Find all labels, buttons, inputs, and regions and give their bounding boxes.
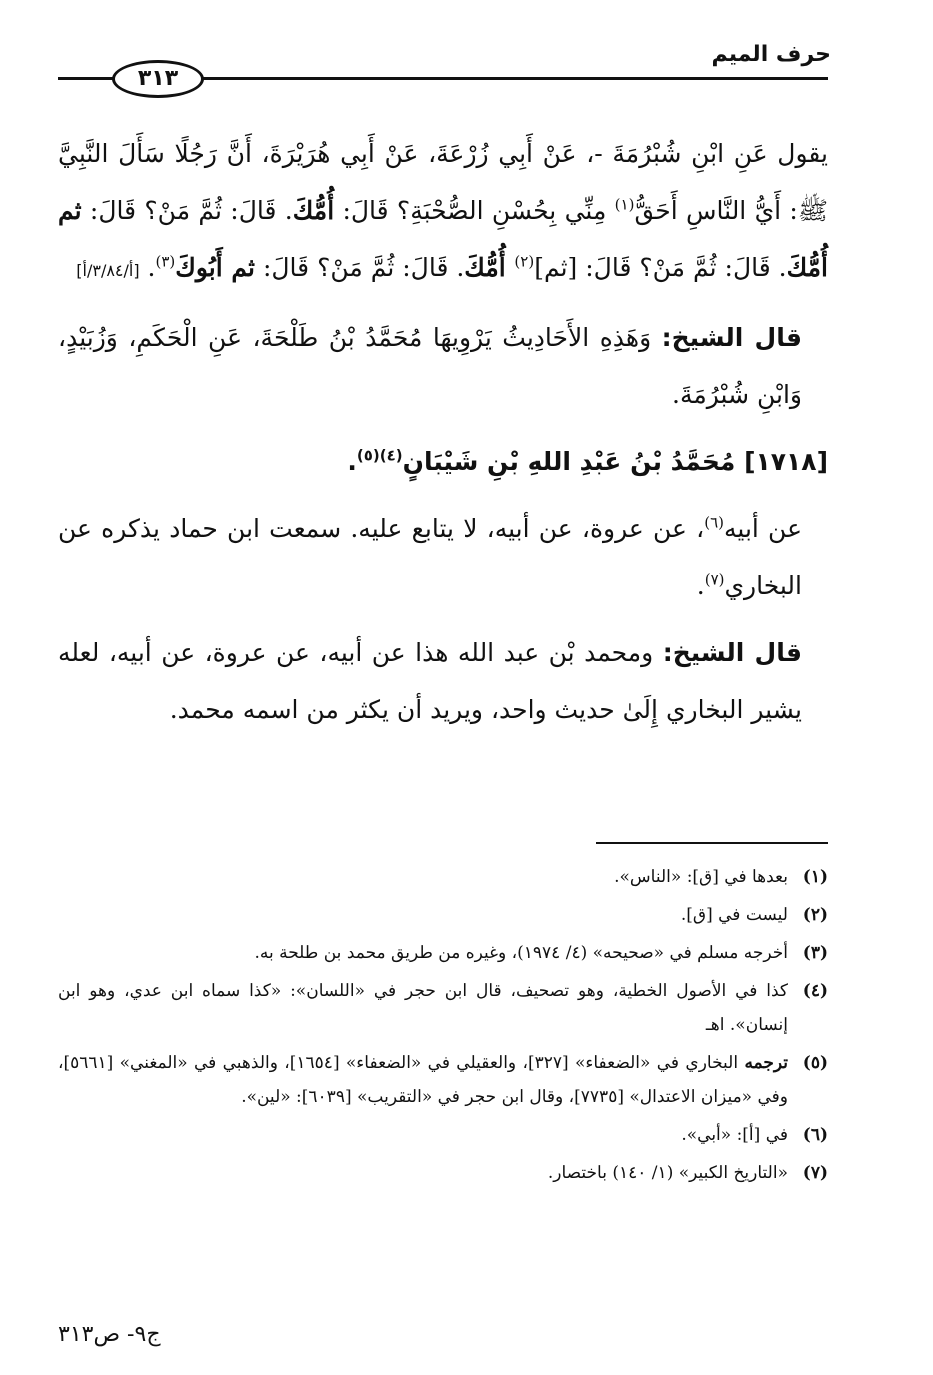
hadith-answer-3: أُمُّكَ [464,253,515,282]
footnote-number: (٥) [802,1053,828,1073]
footnote-number: (٣) [802,943,828,963]
entry-heading [58,433,828,490]
hadith-text-f: . [139,253,156,282]
footnote-number: (٦) [802,1125,828,1145]
footnote-5 [58,1046,828,1114]
volume-page-mark: ج٩- ص٣١٣ [58,1322,161,1347]
footnote-3 [58,936,828,970]
narration-text-a: عن أبيه [724,514,802,543]
hadith-text-a: يقول عَنِ ابْنِ شُبْرُمَةَ -، عَنْ أَبِي زُرْعَةَ، عَنْ أَبِي هُرَيْرَةَ، أَنَّ رَجُلًا سَأَلَ النَّبِيَّ ﷺ: أَيُّ النَّاسِ أَحَقُّ [58,139,829,225]
paragraph-hadith [58,125,828,299]
hadith-text-e: . قَالَ: ثُمَّ مَنْ؟ قَالَ: [255,253,465,282]
entry-name: مُحَمَّدُ بْنُ عَبْدِ اللهِ بْنِ شَيْبَانٍ [402,447,745,476]
footnote-number: (٧) [802,1163,828,1183]
paragraph-shaykh-1 [58,309,828,423]
footnote-text: ليست في [ق]. [680,905,788,925]
footnote-1 [58,860,828,894]
footnote-4 [58,974,828,1042]
shaykh-comment-2: ومحمد بْن عبد الله هذا عن أبيه، عن عروة، عن أبيه، لعله يشير البخاري إِلَىٰ حديث واحد، ويريد أن يكثر من اسمه محمد. [58,638,802,724]
hadith-answer-4: ثم أَبُوكَ [175,253,256,282]
footnote-marker-3: (٣) [155,252,176,271]
page-number: ٣١٣ [112,60,204,98]
paragraph-shaykh-2 [58,624,828,738]
footnote-marker-2: (٢) [514,252,535,271]
footnote-marker-4-5: (٤)(٥) [356,446,403,465]
entry-number: [١٧١٨] [744,447,828,476]
footnote-7 [58,1156,828,1190]
main-text [58,125,828,748]
shaykh-label-1: قال الشيخ: [661,323,802,352]
paragraph-narration [58,500,828,614]
shaykh-comment-1: وَهَذِهِ الأَحَادِيثُ يَرْوِيهَا مُحَمَّدُ بْنُ طَلْحَةَ، عَنِ الْحَكَمِ، وَزُبَيْدٍ، وَابْنِ شُبْرُمَةَ. [58,323,802,409]
entry-end: . [347,447,357,476]
footnote-marker-1: (١) [614,195,635,214]
footnote-number: (١) [802,867,828,887]
hadith-answer-2: ثم أُمُّكَ [58,196,828,282]
narration-text-c: . [696,571,705,600]
footnote-2 [58,898,828,932]
footnote-marker-6: (٦) [704,513,724,532]
narration-text-b: ، عن عروة، عن أبيه، لا يتابع عليه. سمعت ابن حماد يذكره عن البخاري [58,514,802,600]
footnote-number: (٢) [802,905,828,925]
footnote-rule [596,842,828,844]
footnote-text: أخرجه مسلم في «صحيحه» (٤/ ١٩٧٤)، وغيره من طريق محمد بن طلحة به. [254,943,788,963]
footnote-number: (٤) [802,981,828,1001]
hadith-text-c: . قَالَ: ثُمَّ مَنْ؟ قَالَ: [81,196,293,225]
footnote-text: بعدها في [ق]: «الناس». [614,867,788,887]
footnote-marker-7: (٧) [704,570,725,589]
hadith-text-b: مِنِّي بِحُسْنِ الصُّحْبَةِ؟ قَالَ: [334,196,615,225]
footnote-body: البخاري في «الضعفاء» [٣٢٧]، والعقيلي في «الضعفاء» [١٦٥٤]، والذهبي في «المغني» [٥٦٦١]، وفي «ميزان الاعتدال» [٧٧٣٥]، وقال ابن حجر في «التقريب» [٦٠٣٩]: «لين». [58,1053,788,1107]
hadith-text-d: . قَالَ: ثُمَّ مَنْ؟ قَالَ: [ثم] [534,253,787,282]
running-head: حرف الميم [711,42,831,67]
footnote-bold-word: ترجمه [744,1053,788,1073]
footnote-text: كذا في الأصول الخطية، وهو تصحيف، قال ابن حجر في «اللسان»: «كذا سماه ابن عدي، وهو ابن إنسان». اهـ [58,981,788,1035]
footnote-text: «التاريخ الكبير» (١/ ١٤٠) باختصار. [547,1163,788,1183]
footnotes [58,860,828,1194]
footnote-text [58,1046,788,1114]
footnote-text: في [أ]: «أبي». [681,1125,788,1145]
hadith-answer-1: أُمُّكَ [292,196,335,225]
footnote-6 [58,1118,828,1152]
manuscript-ref: [أ/٣/٨٤/أ] [76,261,140,280]
shaykh-label-2: قال الشيخ: [662,638,802,667]
